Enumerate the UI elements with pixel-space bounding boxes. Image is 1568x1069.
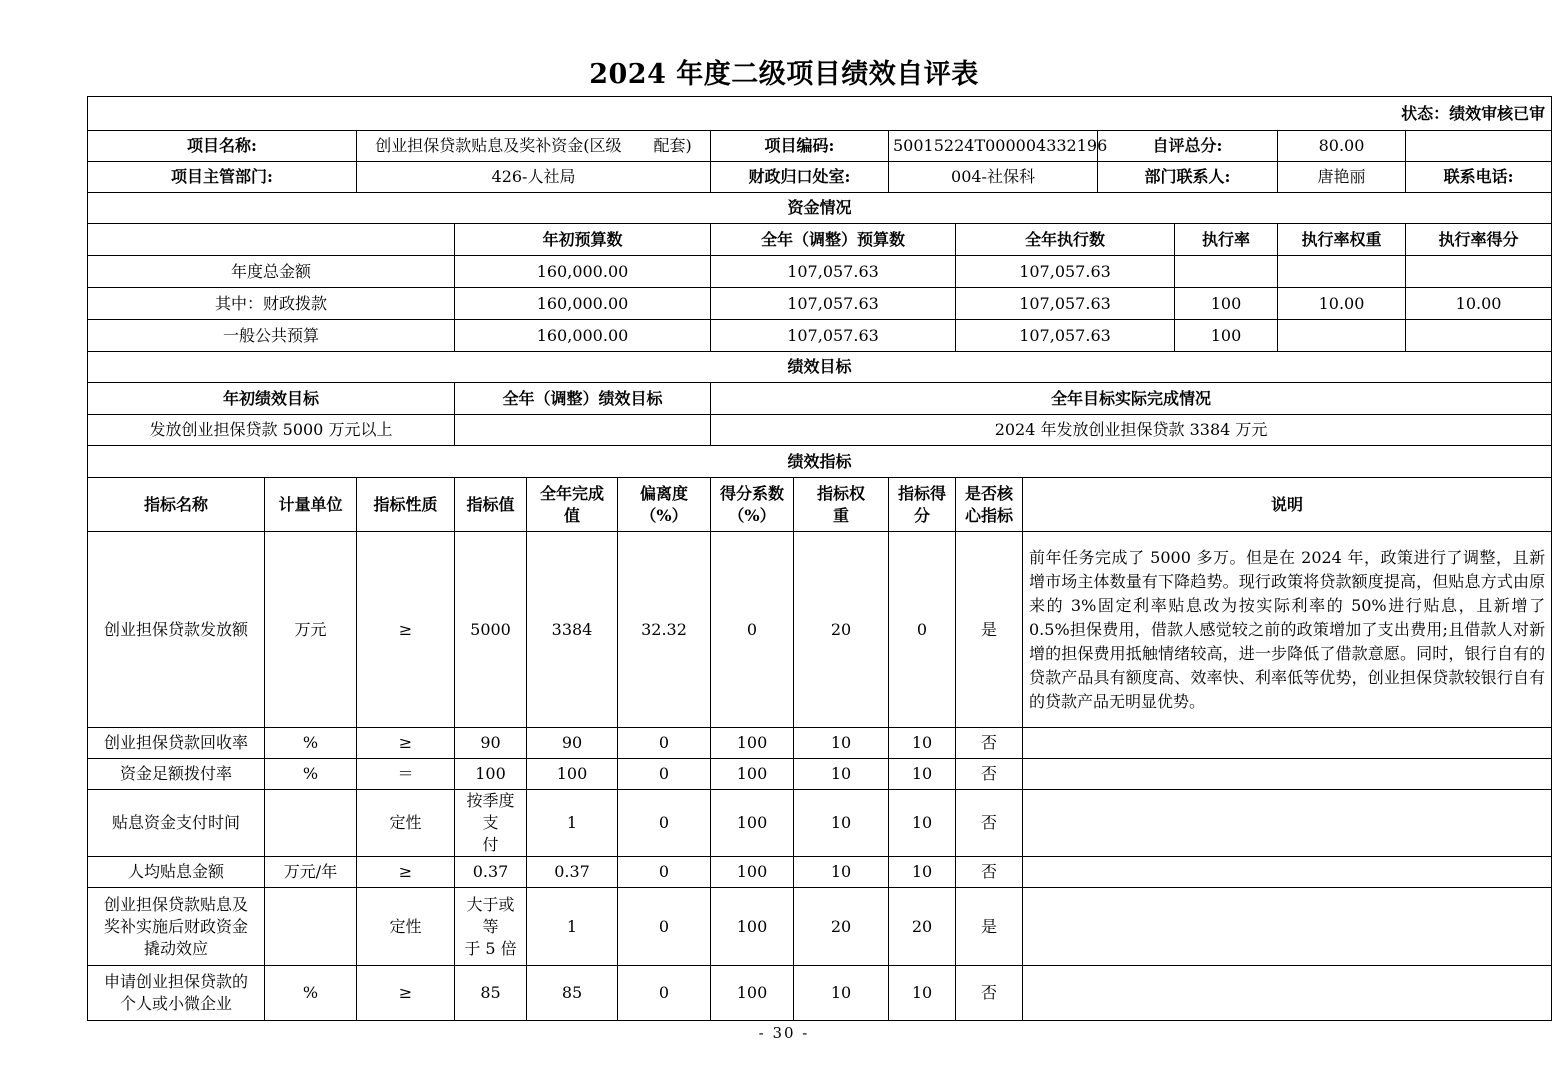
indicator-target: 5000 [455, 532, 527, 728]
indicator-target: 按季度支 付 [455, 790, 527, 857]
indicator-name: 人均贴息金额 [88, 857, 265, 888]
indicator-deviation: 0 [618, 966, 711, 1021]
goals-header-actual: 全年目标实际完成情况 [711, 383, 1552, 415]
indicator-weight: 10 [794, 966, 889, 1021]
indicator-completed: 1 [527, 790, 618, 857]
self-score-label: 自评总分: [1098, 131, 1278, 162]
indicator-unit: % [265, 966, 357, 1021]
finance-office-value: 004-社保科 [889, 162, 1098, 193]
funds-section-title: 资金情况 [88, 193, 1552, 224]
indicator-nature: ≥ [357, 728, 455, 759]
indicator-weight: 10 [794, 759, 889, 790]
indicator-row [88, 532, 1552, 728]
indicator-row [88, 790, 1552, 857]
indicator-note [1023, 888, 1552, 966]
ind-header-name: 指标名称 [88, 478, 265, 532]
performance-table [87, 96, 1552, 1021]
indicator-name: 资金足额拨付率 [88, 759, 265, 790]
funds-row [88, 320, 1552, 352]
indicator-unit: 万元 [265, 532, 357, 728]
indicator-unit: % [265, 759, 357, 790]
indicator-nature: ＝ [357, 759, 455, 790]
funds-score [1406, 320, 1552, 352]
indicator-target: 大于或等 于 5 倍 [455, 888, 527, 966]
funds-score: 10.00 [1406, 288, 1552, 320]
funds-executed: 107,057.63 [956, 256, 1175, 288]
funds-header-score: 执行率得分 [1406, 224, 1552, 256]
indicator-row [88, 759, 1552, 790]
indicator-row [88, 888, 1552, 966]
indicator-deviation: 0 [618, 857, 711, 888]
funds-weight [1278, 320, 1406, 352]
funds-weight [1278, 256, 1406, 288]
ind-header-nature: 指标性质 [357, 478, 455, 532]
indicator-score: 10 [889, 728, 956, 759]
indicators-section-title: 绩效指标 [88, 446, 1552, 478]
indicator-note [1023, 759, 1552, 790]
indicator-target: 0.37 [455, 857, 527, 888]
indicator-weight: 20 [794, 888, 889, 966]
indicator-nature: ≥ [357, 857, 455, 888]
indicator-coefficient: 100 [711, 966, 794, 1021]
goals-initial: 发放创业担保贷款 5000 万元以上 [88, 415, 455, 446]
indicator-coefficient: 100 [711, 888, 794, 966]
indicator-coefficient: 100 [711, 790, 794, 857]
indicator-score: 10 [889, 790, 956, 857]
empty-cell [1406, 131, 1552, 162]
funds-initial: 160,000.00 [455, 256, 711, 288]
funds-initial: 160,000.00 [455, 288, 711, 320]
funds-row-label: 其中：财政拨款 [88, 288, 455, 320]
indicator-row [88, 857, 1552, 888]
indicator-nature: ≥ [357, 966, 455, 1021]
indicator-completed: 90 [527, 728, 618, 759]
ind-header-completed: 全年完成 值 [527, 478, 618, 532]
indicator-target: 90 [455, 728, 527, 759]
indicator-nature: 定性 [357, 790, 455, 857]
indicator-note [1023, 857, 1552, 888]
funds-executed: 107,057.63 [956, 288, 1175, 320]
ind-header-weight: 指标权 重 [794, 478, 889, 532]
ind-header-target: 指标值 [455, 478, 527, 532]
indicator-deviation: 0 [618, 759, 711, 790]
phone-label: 联系电话: [1406, 162, 1552, 193]
goals-actual: 2024 年发放创业担保贷款 3384 万元 [711, 415, 1552, 446]
funds-adjusted: 107,057.63 [711, 320, 956, 352]
indicator-note: 前年任务完成了 5000 多万。但是在 2024 年，政策进行了调整，且新增市场主体数量有下降趋势。现行政策将贷款额度提高，但贴息方式由原来的 3%固定利率贴息改为按实际利率的 50%进行贴息，且新增了 0.5%担保费用，借款人感觉较之前的政策增加了支出费用;且借款人对新增的担保费用抵触情绪较高，进一步降低了借款意愿。同时，银行自有的贷款产品具有额度高、效率快、利率低等优势，创业担保贷款较银行自有的贷款产品无明显优势。 [1023, 532, 1552, 728]
funds-header-weight: 执行率权重 [1278, 224, 1406, 256]
indicator-unit [265, 888, 357, 966]
funds-header-initial: 年初预算数 [455, 224, 711, 256]
empty-cell [88, 224, 455, 256]
indicator-score: 0 [889, 532, 956, 728]
project-code-label: 项目编码: [711, 131, 889, 162]
indicator-core: 否 [956, 728, 1023, 759]
funds-header-adjusted: 全年（调整）预算数 [711, 224, 956, 256]
indicator-unit: 万元/年 [265, 857, 357, 888]
indicator-target: 85 [455, 966, 527, 1021]
indicator-coefficient: 100 [711, 728, 794, 759]
indicator-completed: 0.37 [527, 857, 618, 888]
status-label: 状态：绩效审核已审 [88, 97, 1552, 131]
indicator-core: 是 [956, 532, 1023, 728]
ind-header-unit: 计量单位 [265, 478, 357, 532]
goals-adjusted [455, 415, 711, 446]
ind-header-coefficient: 得分系数 （%） [711, 478, 794, 532]
finance-office-label: 财政归口处室: [711, 162, 889, 193]
contact-label: 部门联系人: [1098, 162, 1278, 193]
indicator-completed: 1 [527, 888, 618, 966]
ind-header-core: 是否核 心指标 [956, 478, 1023, 532]
indicator-core: 否 [956, 759, 1023, 790]
funds-weight: 10.00 [1278, 288, 1406, 320]
indicator-row [88, 728, 1552, 759]
indicator-weight: 10 [794, 857, 889, 888]
page-number: - 30 - [758, 1024, 810, 1042]
indicator-core: 否 [956, 790, 1023, 857]
indicator-score: 10 [889, 857, 956, 888]
contact-value: 唐艳丽 [1278, 162, 1406, 193]
indicator-name: 创业担保贷款发放额 [88, 532, 265, 728]
funds-row-label: 年度总金额 [88, 256, 455, 288]
indicator-coefficient: 0 [711, 532, 794, 728]
funds-adjusted: 107,057.63 [711, 288, 956, 320]
indicator-core: 否 [956, 857, 1023, 888]
funds-row [88, 256, 1552, 288]
indicator-nature: ≥ [357, 532, 455, 728]
indicator-note [1023, 728, 1552, 759]
indicator-target: 100 [455, 759, 527, 790]
indicator-deviation: 0 [618, 888, 711, 966]
indicator-core: 是 [956, 888, 1023, 966]
indicator-weight: 10 [794, 728, 889, 759]
indicator-core: 否 [956, 966, 1023, 1021]
project-name-value: 创业担保贷款贴息及奖补资金(区级 配套) [357, 131, 711, 162]
funds-rate: 100 [1175, 320, 1278, 352]
indicator-weight: 10 [794, 790, 889, 857]
self-score-value: 80.00 [1278, 131, 1406, 162]
funds-adjusted: 107,057.63 [711, 256, 956, 288]
project-code-value: 50015224T000004332196 [889, 131, 1098, 162]
indicator-name: 创业担保贷款贴息及 奖补实施后财政资金 撬动效应 [88, 888, 265, 966]
indicator-weight: 20 [794, 532, 889, 728]
funds-score [1406, 256, 1552, 288]
indicator-note [1023, 790, 1552, 857]
indicators-header-row [88, 478, 1552, 532]
indicator-row [88, 966, 1552, 1021]
indicator-completed: 85 [527, 966, 618, 1021]
indicator-deviation: 0 [618, 790, 711, 857]
ind-header-deviation: 偏离度 （%） [618, 478, 711, 532]
funds-executed: 107,057.63 [956, 320, 1175, 352]
indicator-unit: % [265, 728, 357, 759]
funds-initial: 160,000.00 [455, 320, 711, 352]
indicator-completed: 3384 [527, 532, 618, 728]
funds-header-executed: 全年执行数 [956, 224, 1175, 256]
indicator-deviation: 32.32 [618, 532, 711, 728]
indicator-score: 10 [889, 759, 956, 790]
indicator-unit [265, 790, 357, 857]
ind-header-note: 说明 [1023, 478, 1552, 532]
page-title: 2024 年度二级项目绩效自评表 [589, 59, 979, 90]
indicator-coefficient: 100 [711, 759, 794, 790]
funds-header-rate: 执行率 [1175, 224, 1278, 256]
goals-header-adjusted: 全年（调整）绩效目标 [455, 383, 711, 415]
indicator-completed: 100 [527, 759, 618, 790]
indicator-coefficient: 100 [711, 857, 794, 888]
dept-label: 项目主管部门: [88, 162, 357, 193]
funds-row-label: 一般公共预算 [88, 320, 455, 352]
funds-rate: 100 [1175, 288, 1278, 320]
funds-row [88, 288, 1552, 320]
goals-header-initial: 年初绩效目标 [88, 383, 455, 415]
indicator-score: 20 [889, 888, 956, 966]
indicator-score: 10 [889, 966, 956, 1021]
indicator-name: 创业担保贷款回收率 [88, 728, 265, 759]
indicator-note [1023, 966, 1552, 1021]
project-name-label: 项目名称: [88, 131, 357, 162]
dept-value: 426-人社局 [357, 162, 711, 193]
indicator-name: 申请创业担保贷款的 个人或小微企业 [88, 966, 265, 1021]
indicator-nature: 定性 [357, 888, 455, 966]
indicator-name: 贴息资金支付时间 [88, 790, 265, 857]
funds-rate [1175, 256, 1278, 288]
indicator-deviation: 0 [618, 728, 711, 759]
ind-header-score: 指标得 分 [889, 478, 956, 532]
goals-section-title: 绩效目标 [88, 352, 1552, 383]
